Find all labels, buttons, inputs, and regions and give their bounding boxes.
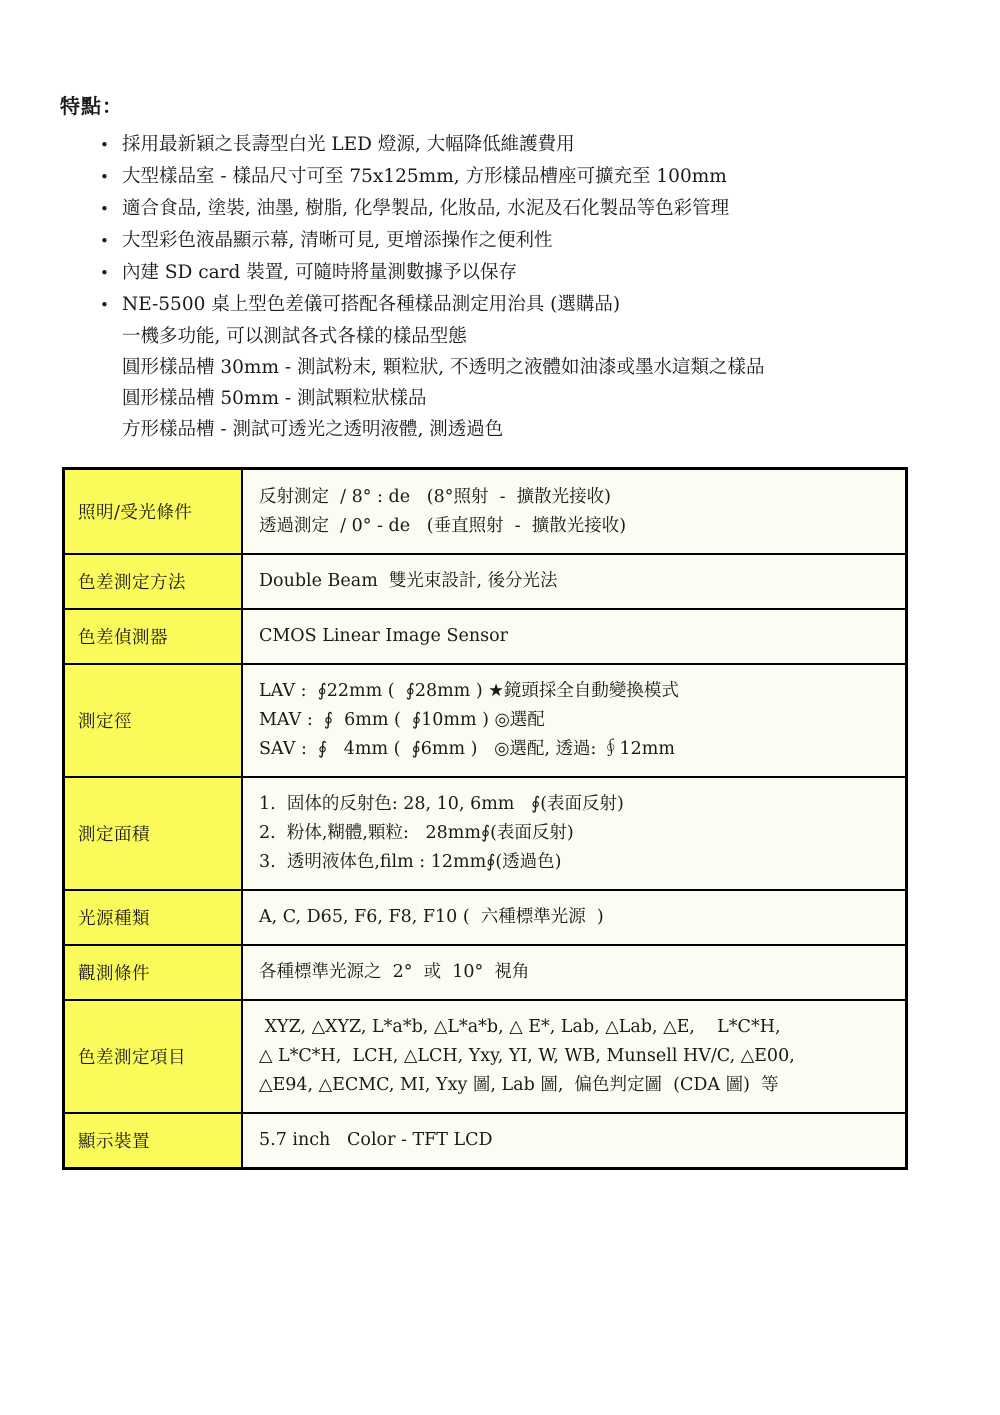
row-label: 照明/受光條件 (65, 470, 243, 553)
row-label: 色差測定項目 (65, 1001, 243, 1112)
value-line: 各種標準光源之 2° 或 10° 視角 (259, 962, 530, 982)
bullet-icon: • (100, 296, 109, 314)
value-line: 3. 透明液体色,film : 12mm∮(透過色) (259, 852, 562, 872)
table-row (65, 663, 905, 776)
value-line: △ L*C*H, LCH, △LCH, Yxy, YI, W, WB, Munsell HV/C, △E00, (259, 1046, 795, 1066)
page-title: 特點： (60, 94, 123, 118)
feature-text: 採用最新穎之長壽型白光 LED 燈源, 大幅降低維護費用 (122, 134, 575, 155)
row-label: 色差測定方法 (65, 555, 243, 608)
row-value (243, 1114, 905, 1167)
row-label: 測定面積 (65, 778, 243, 889)
list-item (60, 257, 1000, 289)
table-row (65, 553, 905, 608)
value-line: 5.7 inch Color - TFT LCD (259, 1130, 493, 1150)
sub-line: 圓形樣品槽 50mm - 測試顆粒狀樣品 (122, 388, 427, 409)
bullet-icon: • (100, 264, 109, 282)
value-line: 2. 粉体,糊體,顆粒: 28mm∮(表面反射) (259, 823, 574, 843)
sub-line: 方形樣品槽 - 測試可透光之透明液體, 測透過色 (122, 419, 504, 440)
value-line: CMOS Linear Image Sensor (259, 626, 508, 646)
table-row (65, 889, 905, 944)
value-line: 1. 固体的反射色: 28, 10, 6mm ∮(表面反射) (259, 794, 624, 814)
table-row (65, 944, 905, 999)
spec-table (62, 467, 908, 1170)
value-line: SAV : ∮ 4mm ( ∮6mm ) ◎選配, 透過: ∮12mm (259, 739, 675, 759)
bullet-icon: • (100, 200, 109, 218)
value-line: A, C, D65, F6, F8, F10 ( 六種標準光源 ) (259, 907, 604, 927)
row-value (243, 610, 905, 663)
row-label: 觀測條件 (65, 946, 243, 999)
row-label: 色差偵測器 (65, 610, 243, 663)
feature-text: NE-5500 桌上型色差儀可搭配各種樣品測定用治具 (選購品) (122, 294, 621, 315)
feature-text: 大型樣品室 - 樣品尺寸可至 75x125mm, 方形樣品槽座可擴充至 100mm (122, 166, 727, 187)
table-row (65, 776, 905, 889)
bullet-icon: • (100, 232, 109, 250)
row-value (243, 665, 905, 776)
row-value (243, 891, 905, 944)
table-row (65, 470, 905, 553)
value-line: Double Beam 雙光束設計, 後分光法 (259, 571, 558, 591)
feature-list (60, 129, 1000, 321)
list-item (60, 289, 1000, 321)
table-row (65, 1112, 905, 1167)
table-row (65, 999, 905, 1112)
list-item (60, 225, 1000, 257)
sub-line: 一機多功能, 可以測試各式各樣的樣品型態 (122, 326, 467, 347)
row-value (243, 1001, 905, 1112)
value-line: 透過測定 / 0° - de (垂直照射 - 擴散光接收) (259, 515, 627, 536)
bullet-icon: • (100, 136, 109, 154)
value-line: 反射測定 / 8° : de (8°照射 - 擴散光接收) (259, 486, 611, 507)
row-value (243, 946, 905, 999)
feature-text: 內建 SD card 裝置, 可隨時將量測數據予以保存 (122, 262, 517, 283)
feature-text: 大型彩色液晶顯示幕, 清晰可見, 更增添操作之便利性 (122, 230, 553, 251)
bullet-icon: • (100, 168, 109, 186)
value-line: △E94, △ECMC, MI, Yxy 圖, Lab 圖, 偏色判定圖 (CDA 圖) 等 (259, 1075, 779, 1095)
feature-sub-lines (122, 321, 1000, 445)
list-item (60, 129, 1000, 161)
feature-text: 適合食品, 塗裝, 油墨, 樹脂, 化學製品, 化妝品, 水泥及石化製品等色彩管理 (122, 198, 730, 219)
table-row (65, 608, 905, 663)
value-line: MAV : ∮ 6mm ( ∮10mm ) ◎選配 (259, 710, 545, 730)
row-value (243, 778, 905, 889)
row-label: 顯示裝置 (65, 1114, 243, 1167)
value-line: XYZ, △XYZ, L*a*b, △L*a*b, △ E*, Lab, △Lab, △E, L*C*H, (259, 1017, 781, 1037)
row-label: 光源種類 (65, 891, 243, 944)
row-label: 測定徑 (65, 665, 243, 776)
list-item (60, 161, 1000, 193)
row-value (243, 470, 905, 553)
list-item (60, 193, 1000, 225)
row-value (243, 555, 905, 608)
sub-line: 圓形樣品槽 30mm - 測試粉末, 顆粒狀, 不透明之液體如油漆或墨水這類之樣品 (122, 357, 765, 378)
value-line: LAV : ∮22mm ( ∮28mm ) ★鏡頭採全自動變換模式 (259, 681, 679, 701)
